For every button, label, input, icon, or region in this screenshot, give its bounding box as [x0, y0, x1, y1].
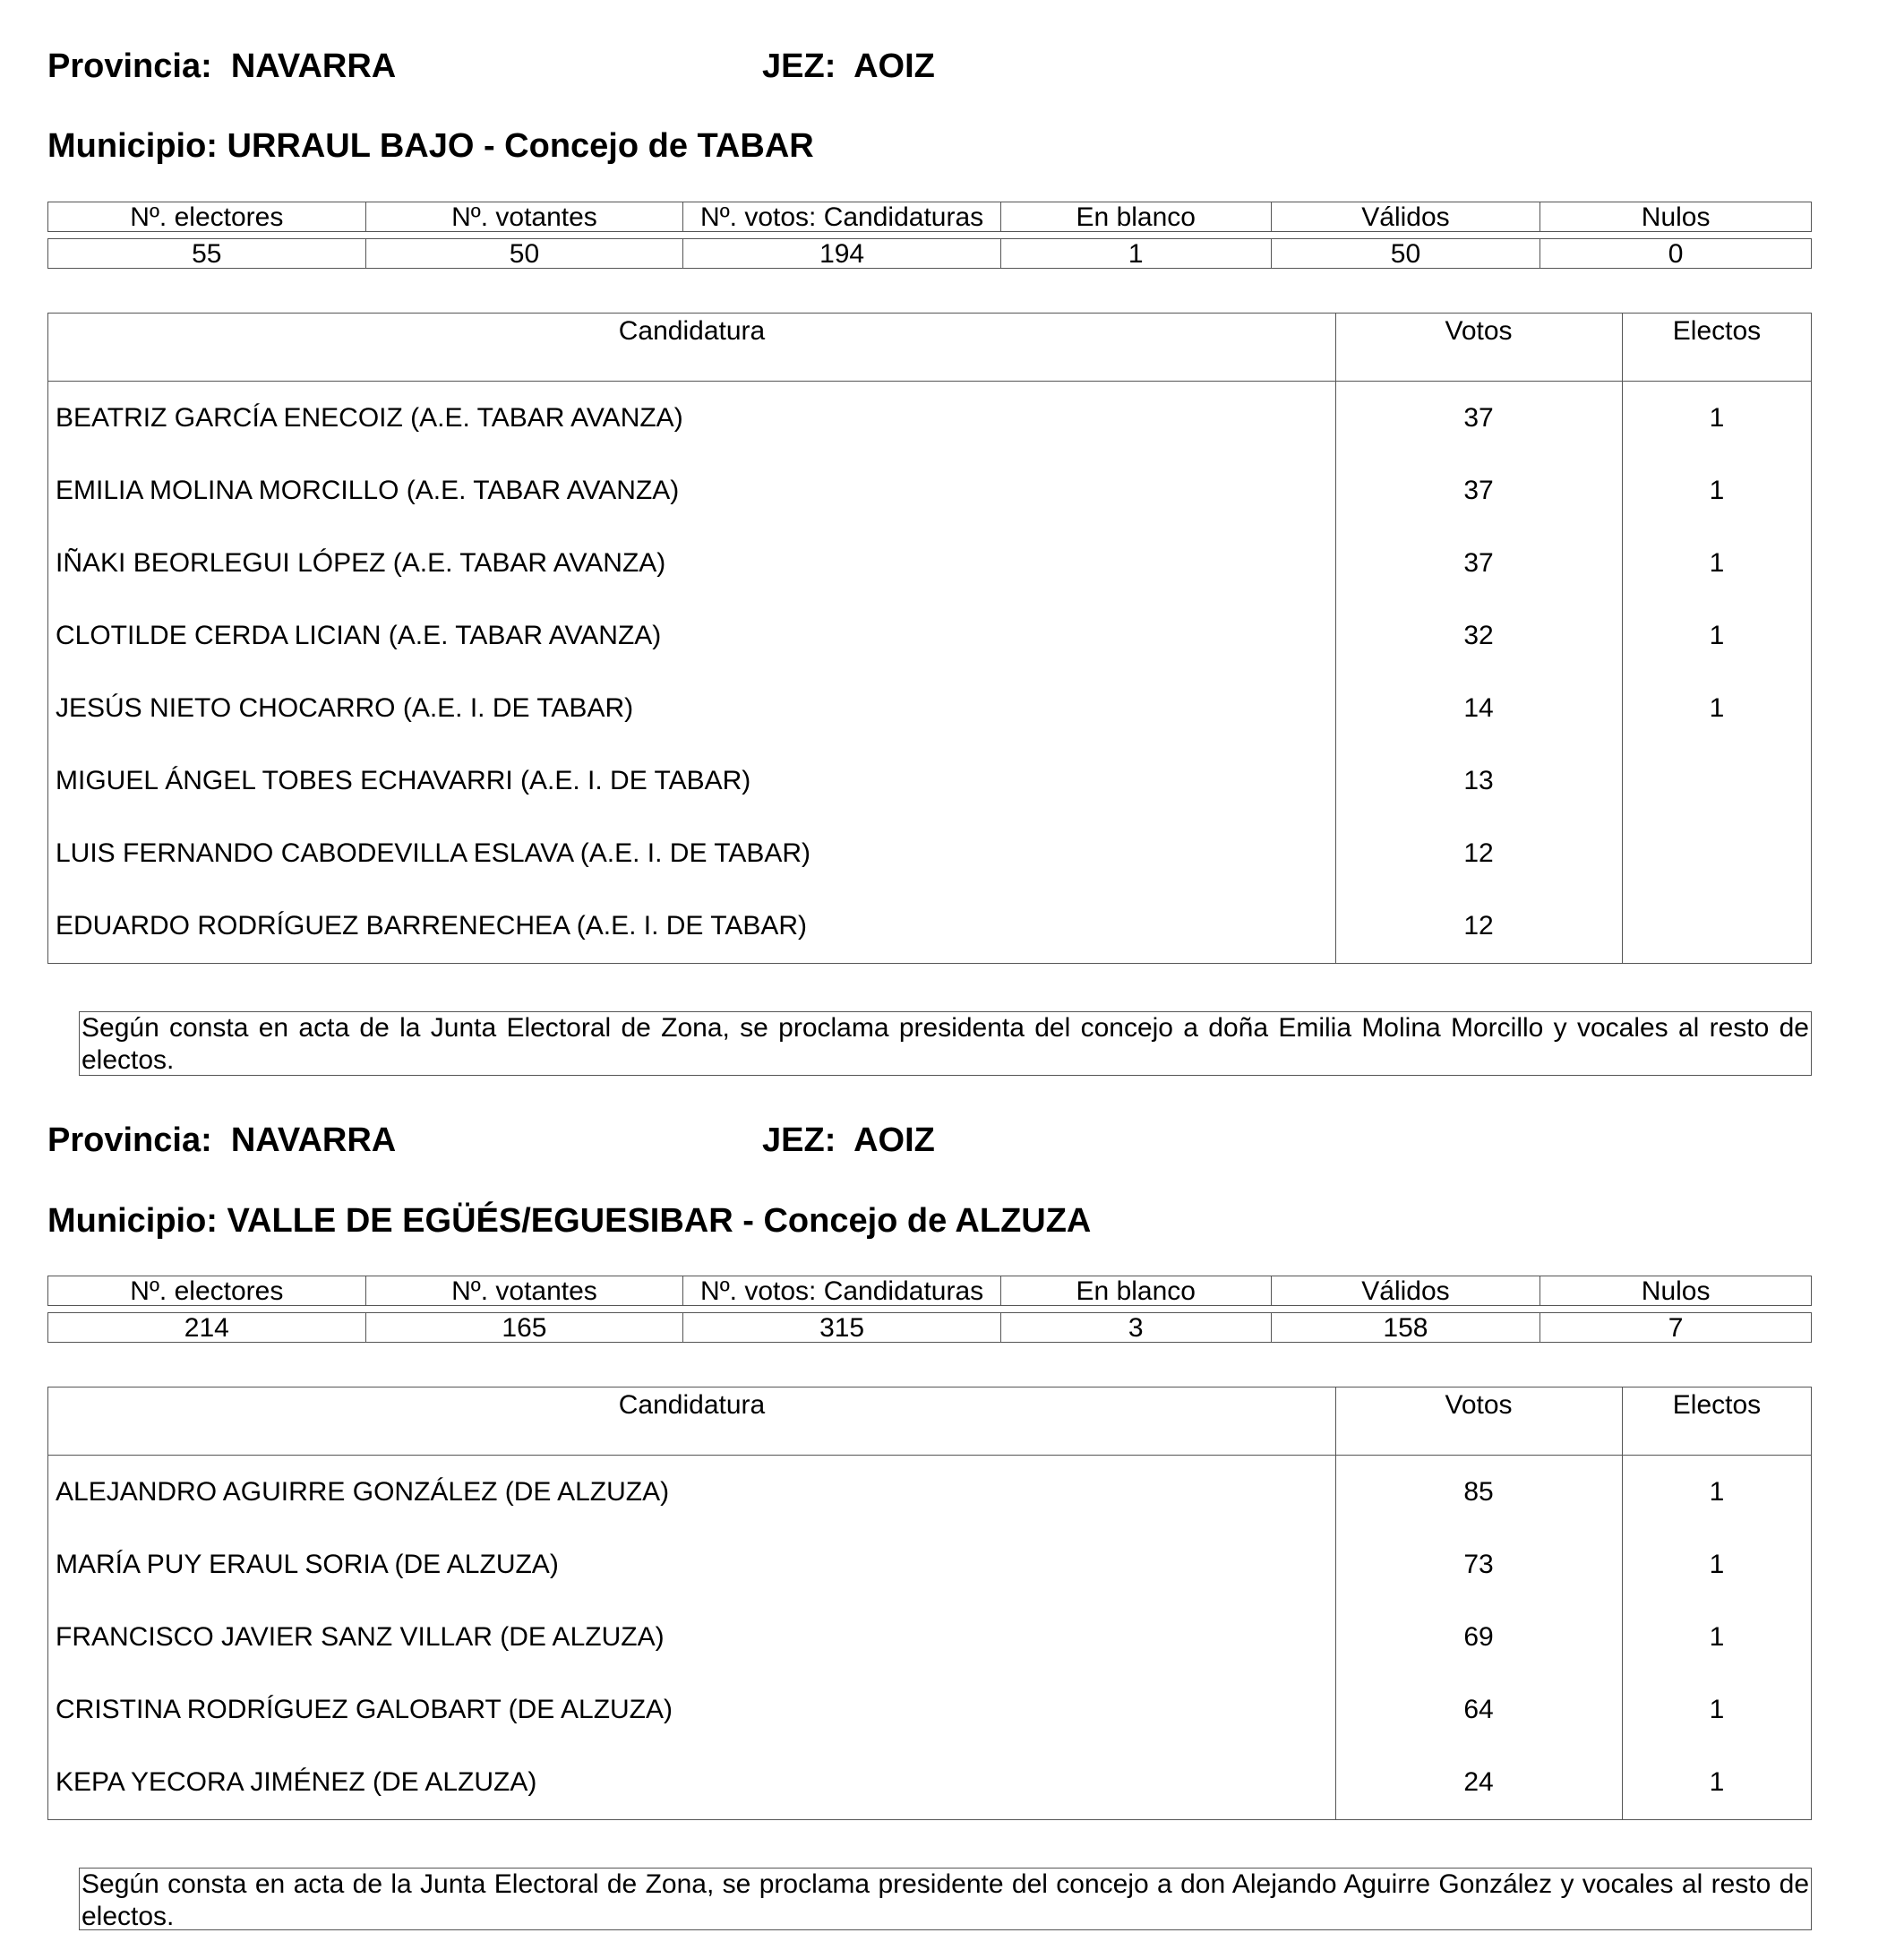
candidate-votes: 69: [1463, 1622, 1494, 1652]
candidate-electos: 1: [1709, 1622, 1725, 1652]
proclamation-note: Según consta en acta de la Junta Electoral de Zona, se proclama presidente del concejo a don Alejando Aguirre González y vocales al resto de electos.: [79, 1868, 1812, 1930]
jez-heading: [762, 47, 935, 86]
jez-value: AOIZ: [853, 47, 935, 85]
header-electos: Electos: [1672, 316, 1762, 346]
stats-header-cell: Nº. electores: [48, 202, 366, 231]
candidate-name: LUIS FERNANDO CABODEVILLA ESLAVA (A.E. I. DE TABAR): [56, 838, 811, 868]
stats-value-cell: 3: [1001, 1313, 1272, 1342]
stats-value-cell: 50: [366, 239, 684, 268]
candidate-name: MIGUEL ÁNGEL TOBES ECHAVARRI (A.E. I. DE TABAR): [56, 766, 751, 795]
jez-value: AOIZ: [853, 1121, 935, 1159]
jez-heading: [762, 1121, 935, 1160]
stats-header-row: [47, 202, 1812, 232]
candidate-votes: 13: [1463, 766, 1494, 795]
candidate-name: CRISTINA RODRÍGUEZ GALOBART (DE ALZUZA): [56, 1695, 673, 1724]
table-row: [48, 1746, 1811, 1818]
candidate-votes: 37: [1463, 476, 1494, 505]
candidate-name: CLOTILDE CERDA LICIAN (A.E. TABAR AVANZA): [56, 621, 662, 650]
candidate-electos: 1: [1709, 621, 1725, 650]
candidate-electos: 1: [1709, 1767, 1725, 1797]
stats-header-cell: Nulos: [1641, 202, 1711, 231]
stats-value-cell: 55: [48, 239, 366, 268]
candidate-name: EDUARDO RODRÍGUEZ BARRENECHEA (A.E. I. DE TABAR): [56, 911, 808, 941]
candidate-votes: 14: [1463, 693, 1494, 723]
header-candidatura: Candidatura: [618, 1390, 766, 1420]
table-row: [48, 889, 1811, 962]
proclamation-note: Según consta en acta de la Junta Electoral de Zona, se proclama presidenta del concejo a doña Emilia Molina Morcillo y vocales al resto de electos.: [79, 1011, 1812, 1076]
table-row: [48, 1673, 1811, 1746]
candidate-name: KEPA YECORA JIMÉNEZ (DE ALZUZA): [56, 1767, 537, 1797]
table-row: [48, 599, 1811, 672]
candidate-electos: 1: [1709, 693, 1725, 723]
candidate-votes: 24: [1463, 1767, 1494, 1797]
table-row: [48, 1601, 1811, 1673]
stats-header-cell: Nº. electores: [48, 1276, 366, 1305]
municipio-value: URRAUL BAJO - Concejo de TABAR: [227, 127, 814, 165]
provincia-value: NAVARRA: [230, 1121, 397, 1159]
candidate-votes: 37: [1463, 403, 1494, 433]
candidates-table-header: [48, 1387, 1811, 1456]
candidate-name: FRANCISCO JAVIER SANZ VILLAR (DE ALZUZA): [56, 1622, 665, 1652]
candidate-votes: 12: [1463, 911, 1494, 941]
table-row: [48, 527, 1811, 599]
candidate-votes: 73: [1463, 1550, 1494, 1579]
municipio-heading: [47, 126, 814, 166]
stats-value-cell: 165: [366, 1313, 684, 1342]
stats-header-cell: En blanco: [1001, 1276, 1272, 1305]
stats-header-row: [47, 1276, 1812, 1306]
candidate-votes: 64: [1463, 1695, 1494, 1724]
candidate-electos: 1: [1709, 1695, 1725, 1724]
candidate-electos: 1: [1709, 403, 1725, 433]
table-row: [48, 454, 1811, 527]
stats-header-cell: Nº. votantes: [366, 1276, 684, 1305]
stats-value-cell: 315: [683, 1313, 1001, 1342]
jez-label: JEZ:: [762, 1121, 836, 1159]
candidate-electos: 1: [1709, 476, 1725, 505]
candidate-name: IÑAKI BEORLEGUI LÓPEZ (A.E. TABAR AVANZA): [56, 548, 666, 578]
provincia-label: Provincia:: [47, 47, 212, 85]
stats-value-cell: 194: [683, 239, 1001, 268]
stats-value-cell: 0: [1668, 239, 1684, 268]
header-electos: Electos: [1672, 1390, 1762, 1420]
table-row: [48, 382, 1811, 454]
candidate-electos: 1: [1709, 1477, 1725, 1507]
stats-value-cell: 214: [48, 1313, 366, 1342]
table-row: [48, 1528, 1811, 1601]
candidate-votes: 32: [1463, 621, 1494, 650]
municipio-heading: [47, 1201, 1091, 1241]
stats-value-row: [47, 1312, 1812, 1343]
candidate-votes: 85: [1463, 1477, 1494, 1507]
provincia-value: NAVARRA: [230, 47, 397, 85]
municipio-value: VALLE DE EGÜÉS/EGUESIBAR - Concejo de ALZUZA: [227, 1202, 1092, 1240]
header-candidatura: Candidatura: [618, 316, 766, 346]
stats-value-cell: 50: [1272, 239, 1541, 268]
table-row: [48, 672, 1811, 744]
stats-header-cell: En blanco: [1001, 202, 1272, 231]
header-votos: Votos: [1445, 1390, 1513, 1420]
municipio-label: Municipio:: [47, 127, 218, 165]
stats-header-cell: Nulos: [1641, 1276, 1711, 1305]
candidate-votes: 37: [1463, 548, 1494, 578]
candidate-name: ALEJANDRO AGUIRRE GONZÁLEZ (DE ALZUZA): [56, 1477, 670, 1507]
stats-header-cell: Nº. votantes: [366, 202, 684, 231]
candidate-electos: 1: [1709, 1550, 1725, 1579]
header-votos: Votos: [1445, 316, 1513, 346]
jez-label: JEZ:: [762, 47, 836, 85]
provincia-heading: [47, 47, 396, 86]
table-row: [48, 1456, 1811, 1528]
provincia-label: Provincia:: [47, 1121, 212, 1159]
stats-header-cell: Válidos: [1272, 202, 1541, 231]
stats-value-row: [47, 238, 1812, 269]
candidate-electos: 1: [1709, 548, 1725, 578]
stats-header-cell: Nº. votos: Candidaturas: [683, 1276, 1001, 1305]
stats-header-cell: Válidos: [1272, 1276, 1541, 1305]
stats-value-cell: 158: [1272, 1313, 1541, 1342]
table-row: [48, 744, 1811, 817]
stats-value-cell: 1: [1001, 239, 1272, 268]
table-row: [48, 817, 1811, 889]
stats-value-cell: 7: [1668, 1313, 1684, 1342]
candidate-name: JESÚS NIETO CHOCARRO (A.E. I. DE TABAR): [56, 693, 634, 723]
candidate-name: BEATRIZ GARCÍA ENECOIZ (A.E. TABAR AVANZA): [56, 403, 683, 433]
candidates-table: [47, 313, 1812, 964]
stats-header-cell: Nº. votos: Candidaturas: [683, 202, 1001, 231]
candidates-table-header: [48, 314, 1811, 382]
candidate-name: EMILIA MOLINA MORCILLO (A.E. TABAR AVANZA): [56, 476, 680, 505]
candidates-table: [47, 1387, 1812, 1820]
candidate-name: MARÍA PUY ERAUL SORIA (DE ALZUZA): [56, 1550, 559, 1579]
provincia-heading: [47, 1121, 396, 1160]
municipio-label: Municipio:: [47, 1202, 218, 1240]
candidate-votes: 12: [1463, 838, 1494, 868]
